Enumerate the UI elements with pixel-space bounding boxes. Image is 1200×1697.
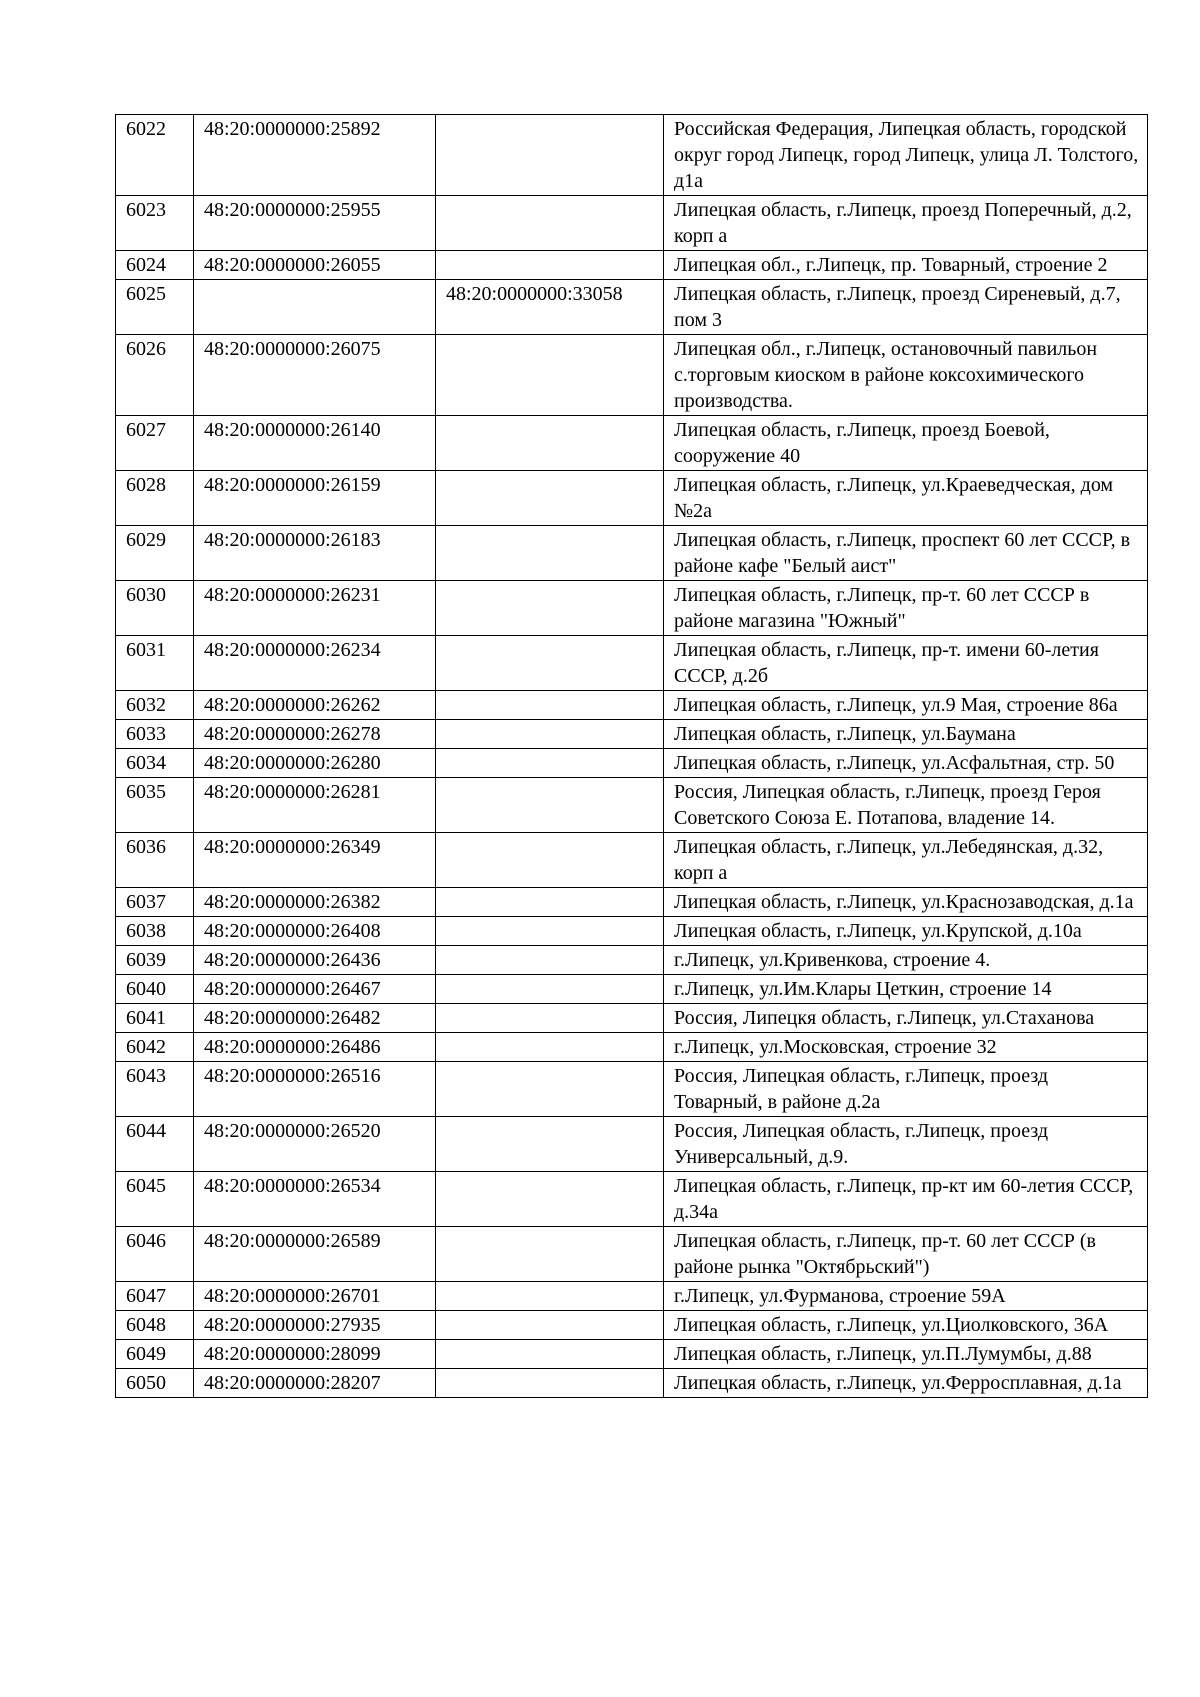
cadastral-number-cell: [194, 280, 436, 335]
registry-table-body: [116, 115, 1148, 1398]
cadastral-number-cell: 48:20:0000000:26159: [194, 471, 436, 526]
address-cell: Липецкая область, г.Липецк, ул.Краснозаводская, д.1а: [664, 888, 1148, 917]
related-cadastral-number-cell: [436, 1311, 664, 1340]
table-row: [116, 636, 1148, 691]
related-cadastral-number-cell: [436, 1062, 664, 1117]
table-row: [116, 581, 1148, 636]
row-number-cell: 6040: [116, 975, 194, 1004]
related-cadastral-number-cell: [436, 888, 664, 917]
related-cadastral-number-cell: [436, 1117, 664, 1172]
address-cell: Россия, Липецкая область, г.Липецк, проезд Универсальный, д.9.: [664, 1117, 1148, 1172]
table-row: [116, 1282, 1148, 1311]
address-cell: г.Липецк, ул.Фурманова, строение 59А: [664, 1282, 1148, 1311]
table-row: [116, 1311, 1148, 1340]
address-cell: г.Липецк, ул.Им.Клары Цеткин, строение 14: [664, 975, 1148, 1004]
address-cell: Липецкая область, г.Липецк, проезд Поперечный, д.2, корп а: [664, 196, 1148, 251]
row-number-cell: 6030: [116, 581, 194, 636]
cadastral-number-cell: 48:20:0000000:25892: [194, 115, 436, 196]
row-number-cell: 6035: [116, 778, 194, 833]
address-cell: Липецкая обл., г.Липецк, остановочный павильон с.торговым киоском в районе коксохимического производства.: [664, 335, 1148, 416]
address-cell: Липецкая обл., г.Липецк, пр. Товарный, строение 2: [664, 251, 1148, 280]
cadastral-number-cell: 48:20:0000000:28099: [194, 1340, 436, 1369]
table-row: [116, 975, 1148, 1004]
related-cadastral-number-cell: [436, 1282, 664, 1311]
row-number-cell: 6045: [116, 1172, 194, 1227]
related-cadastral-number-cell: [436, 778, 664, 833]
row-number-cell: 6029: [116, 526, 194, 581]
cadastral-number-cell: 48:20:0000000:26467: [194, 975, 436, 1004]
row-number-cell: 6022: [116, 115, 194, 196]
address-cell: Липецкая область, г.Липецк, ул.Лебедянская, д.32, корп а: [664, 833, 1148, 888]
cadastral-number-cell: 48:20:0000000:27935: [194, 1311, 436, 1340]
table-row: [116, 749, 1148, 778]
row-number-cell: 6044: [116, 1117, 194, 1172]
cadastral-number-cell: 48:20:0000000:26349: [194, 833, 436, 888]
row-number-cell: 6050: [116, 1369, 194, 1398]
related-cadastral-number-cell: [436, 1004, 664, 1033]
table-row: [116, 196, 1148, 251]
table-row: [116, 1033, 1148, 1062]
related-cadastral-number-cell: [436, 917, 664, 946]
address-cell: Липецкая область, г.Липецк, ул.9 Мая, строение 86а: [664, 691, 1148, 720]
cadastral-number-cell: 48:20:0000000:26482: [194, 1004, 436, 1033]
table-row: [116, 720, 1148, 749]
row-number-cell: 6042: [116, 1033, 194, 1062]
related-cadastral-number-cell: [436, 526, 664, 581]
table-row: [116, 471, 1148, 526]
address-cell: Липецкая область, г.Липецк, ул.Краеведческая, дом №2а: [664, 471, 1148, 526]
table-row: [116, 778, 1148, 833]
row-number-cell: 6031: [116, 636, 194, 691]
related-cadastral-number-cell: [436, 471, 664, 526]
table-row: [116, 1340, 1148, 1369]
address-cell: Липецкая область, г.Липецк, проспект 60 лет СССР, в районе кафе "Белый аист": [664, 526, 1148, 581]
cadastral-number-cell: 48:20:0000000:25955: [194, 196, 436, 251]
table-row: [116, 251, 1148, 280]
cadastral-number-cell: 48:20:0000000:26278: [194, 720, 436, 749]
table-row: [116, 1004, 1148, 1033]
cadastral-number-cell: 48:20:0000000:26382: [194, 888, 436, 917]
row-number-cell: 6048: [116, 1311, 194, 1340]
cadastral-number-cell: 48:20:0000000:26516: [194, 1062, 436, 1117]
related-cadastral-number-cell: [436, 335, 664, 416]
address-cell: Липецкая область, г.Липецк, ул.Асфальтная, стр. 50: [664, 749, 1148, 778]
address-cell: г.Липецк, ул.Кривенкова, строение 4.: [664, 946, 1148, 975]
table-row: [116, 946, 1148, 975]
row-number-cell: 6033: [116, 720, 194, 749]
table-row: [116, 1369, 1148, 1398]
related-cadastral-number-cell: [436, 251, 664, 280]
row-number-cell: 6023: [116, 196, 194, 251]
cadastral-number-cell: 48:20:0000000:26262: [194, 691, 436, 720]
table-row: [116, 280, 1148, 335]
cadastral-number-cell: 48:20:0000000:26520: [194, 1117, 436, 1172]
table-row: [116, 917, 1148, 946]
related-cadastral-number-cell: [436, 720, 664, 749]
cadastral-number-cell: 48:20:0000000:26408: [194, 917, 436, 946]
row-number-cell: 6039: [116, 946, 194, 975]
cadastral-number-cell: 48:20:0000000:26280: [194, 749, 436, 778]
cadastral-number-cell: 48:20:0000000:28207: [194, 1369, 436, 1398]
cadastral-number-cell: 48:20:0000000:26055: [194, 251, 436, 280]
cadastral-number-cell: 48:20:0000000:26534: [194, 1172, 436, 1227]
table-row: [116, 115, 1148, 196]
related-cadastral-number-cell: [436, 1340, 664, 1369]
registry-table: [115, 114, 1148, 1398]
address-cell: Россия, Липецкя область, г.Липецк, ул.Стаханова: [664, 1004, 1148, 1033]
related-cadastral-number-cell: [436, 1369, 664, 1398]
related-cadastral-number-cell: [436, 581, 664, 636]
table-row: [116, 833, 1148, 888]
address-cell: Россия, Липецкая область, г.Липецк, проезд Товарный, в районе д.2а: [664, 1062, 1148, 1117]
address-cell: г.Липецк, ул.Московская, строение 32: [664, 1033, 1148, 1062]
cadastral-number-cell: 48:20:0000000:26140: [194, 416, 436, 471]
table-row: [116, 335, 1148, 416]
table-row: [116, 526, 1148, 581]
related-cadastral-number-cell: [436, 946, 664, 975]
row-number-cell: 6026: [116, 335, 194, 416]
related-cadastral-number-cell: [436, 691, 664, 720]
related-cadastral-number-cell: [436, 975, 664, 1004]
row-number-cell: 6038: [116, 917, 194, 946]
related-cadastral-number-cell: [436, 749, 664, 778]
address-cell: Липецкая область, г.Липецк, проезд Боевой, сооружение 40: [664, 416, 1148, 471]
address-cell: Липецкая область, г.Липецк, ул.Циолковского, 36А: [664, 1311, 1148, 1340]
related-cadastral-number-cell: [436, 115, 664, 196]
cadastral-number-cell: 48:20:0000000:26436: [194, 946, 436, 975]
related-cadastral-number-cell: [436, 416, 664, 471]
row-number-cell: 6034: [116, 749, 194, 778]
cadastral-number-cell: 48:20:0000000:26075: [194, 335, 436, 416]
row-number-cell: 6032: [116, 691, 194, 720]
cadastral-number-cell: 48:20:0000000:26281: [194, 778, 436, 833]
row-number-cell: 6025: [116, 280, 194, 335]
table-row: [116, 1227, 1148, 1282]
table-row: [116, 1062, 1148, 1117]
row-number-cell: 6024: [116, 251, 194, 280]
row-number-cell: 6036: [116, 833, 194, 888]
cadastral-number-cell: 48:20:0000000:26183: [194, 526, 436, 581]
address-cell: Липецкая область, г.Липецк, пр-кт им 60-летия СССР, д.34а: [664, 1172, 1148, 1227]
table-row: [116, 1117, 1148, 1172]
row-number-cell: 6027: [116, 416, 194, 471]
related-cadastral-number-cell: [436, 1033, 664, 1062]
related-cadastral-number-cell: [436, 1172, 664, 1227]
cadastral-number-cell: 48:20:0000000:26589: [194, 1227, 436, 1282]
table-row: [116, 691, 1148, 720]
related-cadastral-number-cell: [436, 833, 664, 888]
related-cadastral-number-cell: [436, 196, 664, 251]
related-cadastral-number-cell: 48:20:0000000:33058: [436, 280, 664, 335]
table-row: [116, 1172, 1148, 1227]
cadastral-number-cell: 48:20:0000000:26701: [194, 1282, 436, 1311]
related-cadastral-number-cell: [436, 1227, 664, 1282]
address-cell: Липецкая область, г.Липецк, проезд Сиреневый, д.7, пом 3: [664, 280, 1148, 335]
cadastral-number-cell: 48:20:0000000:26486: [194, 1033, 436, 1062]
address-cell: Липецкая область, г.Липецк, ул.Баумана: [664, 720, 1148, 749]
related-cadastral-number-cell: [436, 636, 664, 691]
table-row: [116, 888, 1148, 917]
table-row: [116, 416, 1148, 471]
address-cell: Россия, Липецкая область, г.Липецк, проезд Героя Советского Союза Е. Потапова, владение 14.: [664, 778, 1148, 833]
row-number-cell: 6028: [116, 471, 194, 526]
row-number-cell: 6041: [116, 1004, 194, 1033]
cadastral-number-cell: 48:20:0000000:26231: [194, 581, 436, 636]
address-cell: Липецкая область, г.Липецк, пр-т. 60 лет СССР в районе магазина "Южный": [664, 581, 1148, 636]
cadastral-number-cell: 48:20:0000000:26234: [194, 636, 436, 691]
address-cell: Липецкая область, г.Липецк, ул.П.Лумумбы, д.88: [664, 1340, 1148, 1369]
address-cell: Российская Федерация, Липецкая область, городской округ город Липецк, город Липецк, улица Л. Толстого, д1а: [664, 115, 1148, 196]
address-cell: Липецкая область, г.Липецк, пр-т. 60 лет СССР (в районе рынка "Октябрьский"): [664, 1227, 1148, 1282]
row-number-cell: 6049: [116, 1340, 194, 1369]
address-cell: Липецкая область, г.Липецк, пр-т. имени 60-летия СССР, д.2б: [664, 636, 1148, 691]
row-number-cell: 6046: [116, 1227, 194, 1282]
row-number-cell: 6037: [116, 888, 194, 917]
row-number-cell: 6043: [116, 1062, 194, 1117]
address-cell: Липецкая область, г.Липецк, ул.Ферросплавная, д.1а: [664, 1369, 1148, 1398]
address-cell: Липецкая область, г.Липецк, ул.Крупской, д.10а: [664, 917, 1148, 946]
row-number-cell: 6047: [116, 1282, 194, 1311]
